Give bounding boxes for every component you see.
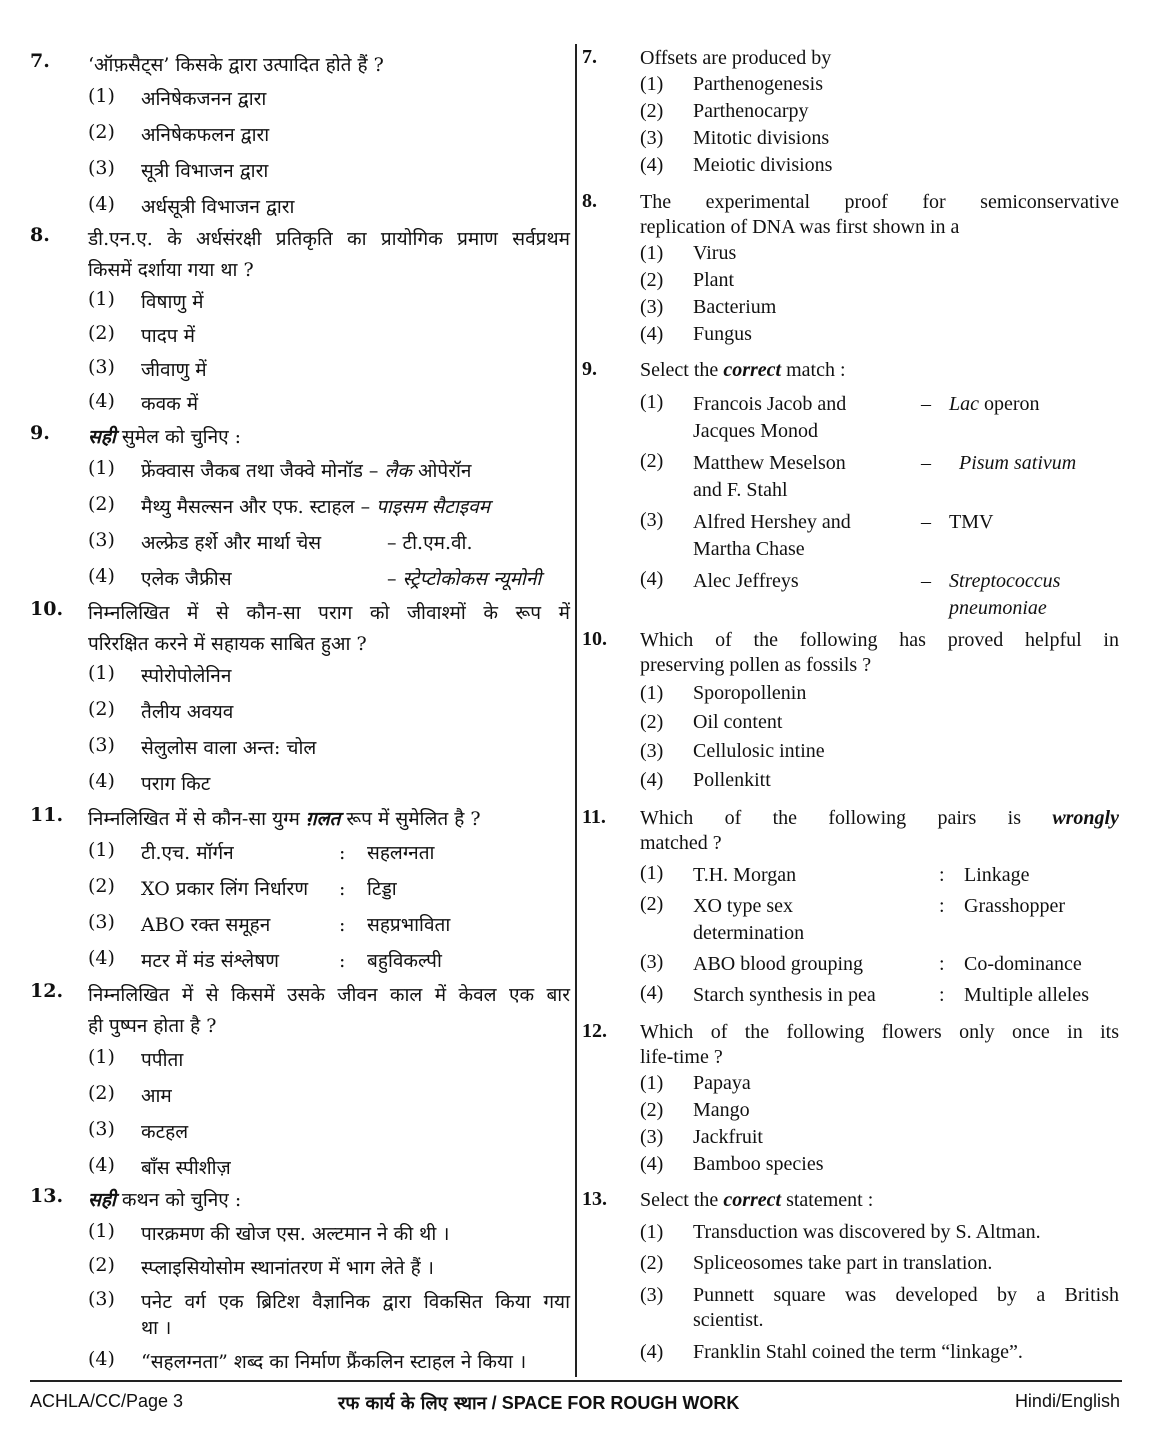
option: (2) आम — [88, 1082, 172, 1107]
option: (1) फ्रेंक्वास जैकब तथा जैक्वे मोनॉड – लैक ओपेरॉन — [88, 457, 472, 482]
question-text-line1: Which of the following flowers only once in its — [640, 1021, 1119, 1043]
question-8-english — [582, 190, 1119, 346]
question-11-english: 11. Which of the following pairs is wrongly matched ? (1) T.H. Morgan : Linkage (2) XO type sex determination : Grasshopper (3) ABO blood grouping : Co-dominance (4) Starch synthesis in pea : Multiple alleles — [582, 806, 1119, 1009]
question-number: 12. — [30, 980, 64, 1002]
option: (4) “सहलग्नता” शब्द का निर्माण फ्रैंकलिन स्टाहल ने किया । — [88, 1348, 527, 1373]
question-text-line1: Which of the following has proved helpful in — [640, 629, 1119, 651]
language-label: Hindi/English — [1014, 1391, 1120, 1411]
option: (1) Sporopollenin — [640, 682, 807, 704]
option: (1) टी.एच. मॉर्गन : सहलग्नता — [88, 839, 435, 864]
page-code: ACHLA/CC/Page 3 — [30, 1391, 184, 1411]
emphasis-word: wrongly — [1052, 807, 1119, 829]
option: (1) Virus — [640, 242, 737, 264]
question-text-line1: The experimental proof for semiconservative — [640, 191, 1119, 213]
option: (1) विषाणु में — [88, 288, 204, 313]
option: (2) पादप में — [88, 322, 195, 347]
question-number: 9. — [582, 358, 597, 380]
question-8-hindi — [30, 224, 570, 416]
question-9-english: 9. Select the correct match : (1) Francois Jacob and Jacques Monod – Lac operon (2) Matthew Meselson and F. Stahl – Pisum sativum (3) Alfred Hershey and Martha Chase – TMV (4) Alec Jeffreys – Streptococcus pneumoniae — [582, 358, 1119, 622]
option: (1) Francois Jacob and Jacques Monod – Lac operon — [640, 391, 1040, 442]
option: (1) Transduction was discovered by S. Altman. — [640, 1221, 1041, 1243]
question-number: 13. — [30, 1185, 64, 1207]
footer-rule — [30, 1380, 1122, 1382]
question-text: Offsets are produced by — [640, 47, 832, 69]
option: (3) ABO blood grouping : Co-dominance — [640, 951, 1082, 975]
emphasis-word: ग़लत — [305, 808, 341, 830]
option: (4) Franklin Stahl coined the term “linkage”. — [640, 1341, 1023, 1363]
question-12-hindi — [30, 980, 570, 1180]
question-number: 11. — [582, 806, 606, 828]
option: (3) पनेट वर्ग एक ब्रिटिश वैज्ञानिक द्वारा विकसित किया गया था । — [88, 1288, 570, 1339]
column-divider — [575, 44, 577, 1377]
option: (2) Matthew Meselson and F. Stahl – Pisum sativum — [640, 450, 1077, 501]
option: (4) Fungus — [640, 323, 752, 345]
option: (3) Jackfruit — [640, 1126, 763, 1148]
question-text-line1: डी.एन.ए. के अर्धसंरक्षी प्रतिकृति का प्रायोगिक प्रमाण सर्वप्रथम — [88, 228, 570, 250]
option: (4) बाँस स्पीशीज़ — [88, 1154, 231, 1179]
question-12-english — [582, 1020, 1119, 1176]
option: (1) स्पोरोपोलेनिन — [88, 662, 232, 687]
question-number: 7. — [582, 46, 597, 68]
rough-work-label: रफ कार्य के लिए स्थान / SPACE FOR ROUGH WORK — [338, 1393, 740, 1414]
question-13-hindi: 13. सही कथन को चुनिए : (1) पारक्रमण की खोज एस. अल्टमान ने की थी । (2) स्प्लाइसियोसोम स्थानांतरण में भाग लेते हैं । (3) पनेट वर्ग एक ब्रिटिश वैज्ञानिक द्वारा विकसित किया गया था । (4) “सहलग्नता” शब्द का निर्माण फ्रैंकलिन स्टाहल ने किया । — [30, 1185, 570, 1373]
question-text-line2: life-time ? — [640, 1046, 723, 1068]
question-number: 8. — [582, 190, 597, 212]
option: (3) कटहल — [88, 1118, 189, 1143]
option: (1) अनिषेकजनन द्वारा — [88, 85, 267, 110]
option: (3) Mitotic divisions — [640, 127, 830, 149]
question-text-line2: परिरक्षित करने में सहायक साबित हुआ ? — [88, 633, 367, 655]
question-text-line2: ही पुष्पन होता है ? — [88, 1015, 217, 1037]
question-number: 7. — [30, 50, 50, 72]
emphasis-word: सही — [88, 1189, 116, 1211]
option: (1) पारक्रमण की खोज एस. अल्टमान ने की थी । — [88, 1220, 450, 1245]
option: (4) Meiotic divisions — [640, 154, 833, 176]
question-number: 13. — [582, 1188, 607, 1210]
option: (2) स्प्लाइसियोसोम स्थानांतरण में भाग लेते हैं । — [88, 1254, 435, 1279]
option: (4) Alec Jeffreys – Streptococcus pneumoniae — [640, 568, 1061, 619]
option: (2) Parthenocarpy — [640, 100, 809, 122]
question-7-english — [582, 46, 1119, 177]
option: (3) Alfred Hershey and Martha Chase – TMV — [640, 509, 994, 560]
option: (3) Cellulosic intine — [640, 740, 825, 762]
question-11-hindi: 11. निम्नलिखित में से कौन-सा युग्म ग़लत रूप में सुमेलित है ? (1) टी.एच. मॉर्गन : सहलग्नता (2) XO प्रकार लिंग निर्धारण : टिड्डा (3) ABO रक्त समूहन : सहप्रभाविता (4) मटर में मंड संश्लेषण : बहुविकल्पी — [30, 804, 570, 973]
question-number: 9. — [30, 422, 50, 444]
question-13-english: 13. Select the correct statement : (1) Transduction was discovered by S. Altman. (2) Spliceosomes take part in translation. (3) Punnett square was developed by a British scientist. (4) Franklin Stahl coined the term “linkage”. — [582, 1188, 1119, 1363]
option: (2) Mango — [640, 1099, 750, 1121]
question-10-english — [582, 628, 1119, 792]
question-7-hindi — [30, 50, 570, 219]
option: (4) Pollenkitt — [640, 769, 771, 791]
option: (3) Punnett square was developed by a British scientist. — [640, 1284, 1119, 1331]
option: (2) XO type sex determination : Grasshopper — [640, 893, 1066, 944]
question-number: 10. — [582, 628, 607, 650]
option: (4) मटर में मंड संश्लेषण : बहुविकल्पी — [88, 947, 442, 972]
option: (3) सूत्री विभाजन द्वारा — [88, 157, 269, 182]
option: (2) XO प्रकार लिंग निर्धारण : टिड्डा — [88, 875, 397, 900]
option: (3) ABO रक्त समूहन : सहप्रभाविता — [88, 911, 451, 936]
option: (3) अल्फ्रेड हर्शे और मार्था चेस – टी.एम.वी. — [88, 529, 473, 554]
question-text-line2: किसमें दर्शाया गया था ? — [88, 259, 254, 281]
question-number: 10. — [30, 598, 64, 620]
option: (2) अनिषेकफलन द्वारा — [88, 121, 270, 146]
option: (4) अर्धसूत्री विभाजन द्वारा — [88, 193, 295, 218]
question-9-hindi — [30, 422, 570, 591]
option: (4) कवक में — [88, 390, 199, 415]
option: (2) Spliceosomes take part in translation. — [640, 1252, 993, 1274]
option: (2) Plant — [640, 269, 735, 291]
emphasis-word: correct — [723, 1189, 782, 1211]
option: (1) Parthenogenesis — [640, 73, 823, 95]
option: (2) तैलीय अवयव — [88, 698, 234, 723]
option: (3) जीवाणु में — [88, 356, 207, 381]
option: (3) Bacterium — [640, 296, 777, 318]
question-text-line1: निम्नलिखित में से किसमें उसके जीवन काल में केवल एक बार — [88, 984, 570, 1006]
option: (3) सेलुलोस वाला अन्त: चोल — [88, 734, 317, 759]
option: (4) Starch synthesis in pea : Multiple alleles — [640, 982, 1089, 1006]
question-text-line1: निम्नलिखित में से कौन-सा पराग को जीवाश्मों के रूप में — [88, 602, 570, 624]
question-number: 8. — [30, 224, 50, 246]
question-10-hindi — [30, 598, 570, 796]
question-number: 12. — [582, 1020, 607, 1042]
option: (4) Bamboo species — [640, 1153, 824, 1175]
option: (4) एलेक जैफ्रीस – स्ट्रेप्टोकोकस न्यूमोनी — [88, 565, 542, 590]
option: (2) Oil content — [640, 711, 783, 733]
emphasis-word: correct — [723, 359, 782, 381]
option: (4) पराग किट — [88, 770, 211, 795]
option: (1) Papaya — [640, 1072, 751, 1094]
question-text-line2: preserving pollen as fossils ? — [640, 654, 872, 676]
question-text: ‘ऑफ़सैट्स’ किसके द्वारा उत्पादित होते हैं ? — [88, 54, 384, 76]
question-text: सुमेल को चुनिए : — [121, 426, 242, 448]
option: (1) पपीता — [88, 1046, 184, 1071]
option: (2) मैथ्यु मैसल्सन और एफ. स्टाहल – पाइसम सैटाइवम — [88, 493, 491, 518]
question-text-line2: replication of DNA was first shown in a — [640, 216, 960, 238]
question-number: 11. — [30, 804, 64, 826]
option: (1) T.H. Morgan : Linkage — [640, 862, 1030, 886]
emphasis-word: सही — [88, 426, 116, 448]
